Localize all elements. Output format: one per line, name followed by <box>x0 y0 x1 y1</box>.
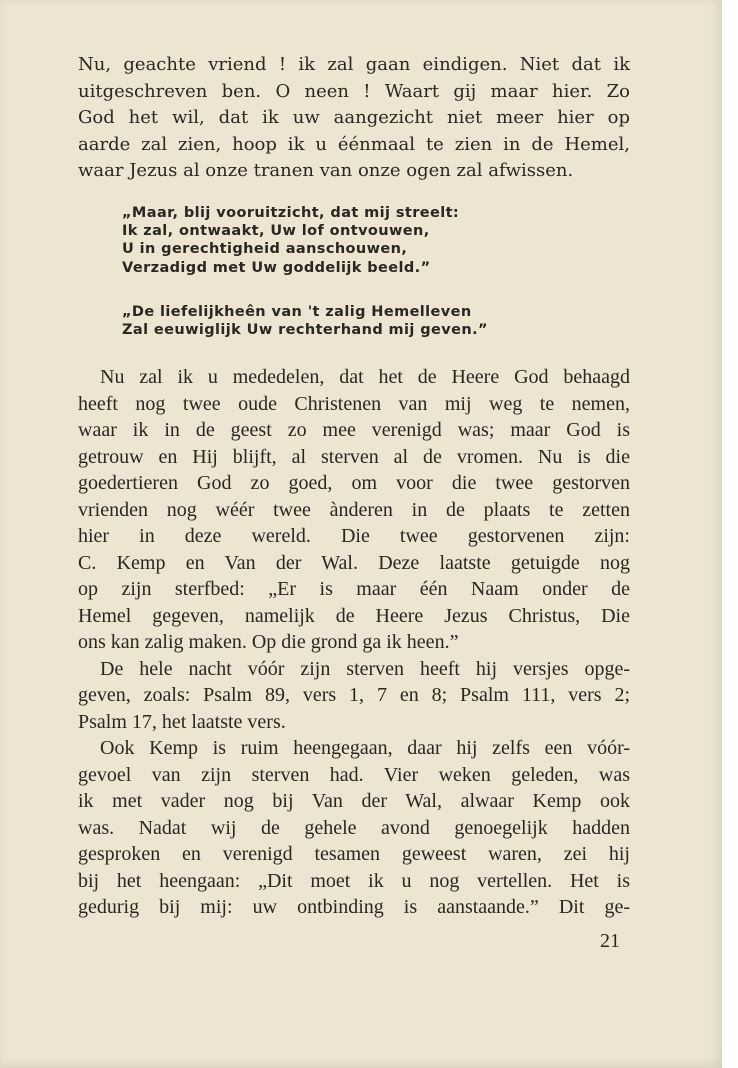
text-line: ons kan zalig maken. Op die grond ga ik heen.” <box>78 631 459 653</box>
poem-line: U in gerechtigheid aanschouwen, <box>122 241 408 258</box>
text-line: hier in deze wereld. Die twee gestorvenen zijn: <box>78 525 630 547</box>
poem-stanza-2 <box>122 303 552 339</box>
text-line: ik met vader nog bij Van der Wal, alwaar Kemp ook <box>78 790 630 812</box>
text-line: heeft nog twee oude Christenen van mij weg te nemen, <box>78 392 630 415</box>
text-line: Nu, geachte vriend ! ik zal gaan eindigen. Niet dat ik <box>78 54 630 75</box>
page-number: 21 <box>600 930 620 952</box>
text-line: geven, zoals: Psalm 89, vers 1, 7 en 8; Psalm 111, vers 2; <box>78 684 630 706</box>
text-line: gedurig bij mij: uw ontbinding is aanstaande.” Dit ge- <box>78 896 630 918</box>
text-line: vrienden nog wéér twee ànderen in de plaats te zetten <box>78 498 630 521</box>
text-line: De hele nacht vóór zijn sterven heeft hij versjes opge- <box>100 657 630 680</box>
text-line: bij het heengaan: „Dit moet ik u nog vertellen. Het is <box>78 869 630 892</box>
text-line: gesproken en verenigd tesamen geweest waren, zei hij <box>78 843 630 865</box>
text-line: C. Kemp en Van der Wal. Deze laatste getuigde nog <box>78 551 630 574</box>
poem-line: Ik zal, ontwaakt, Uw lof ontvouwen, <box>122 223 430 240</box>
scan-margin <box>722 0 738 1068</box>
text-line: was. Nadat wij de gehele avond genoegelijk hadden <box>78 816 630 839</box>
poem-line: „Maar, blij vooruitzicht, dat mij streelt: <box>122 205 460 221</box>
poem-line: Zal eeuwiglijk Uw rechterhand mij geven.” <box>122 322 488 339</box>
text-line: uitgeschreven ben. O neen ! Waart gij maar hier. Zo <box>78 80 630 102</box>
text-line: waar ik in de geest zo mee verenigd was; maar God is <box>78 419 630 441</box>
poem-line: Verzadigd met Uw goddelijk beeld.” <box>122 259 431 276</box>
text-line: Ook Kemp is ruim heengegaan, daar hij zelfs een vóór- <box>100 737 630 759</box>
text-line: waar Jezus al onze tranen van onze ogen zal afwissen. <box>78 160 574 182</box>
text-line: Nu zal ik u mededelen, dat het de Heere God behaagd <box>100 366 630 388</box>
intro-paragraph <box>78 52 630 185</box>
poem-stanza-1 <box>122 204 552 277</box>
text-line: Hemel gegeven, namelijk de Heere Jezus Christus, Die <box>78 604 630 627</box>
text-line: gevoel van zijn sterven had. Vier weken geleden, was <box>78 763 630 786</box>
poem-line: „De liefelijkheên van 't zalig Hemelleven <box>122 304 472 320</box>
text-line: aarde zal zien, hoop ik u éénmaal te zien in de Hemel, <box>78 133 630 155</box>
text-line: Psalm 17, het laatste vers. <box>78 710 286 733</box>
text-line: goedertieren God zo goed, om voor die twee gestorven <box>78 472 630 494</box>
body-paragraphs <box>78 364 630 921</box>
text-line: op zijn sterfbed: „Er is maar één Naam onder de <box>78 578 630 600</box>
text-line: God het wil, dat ik uw aangezicht niet meer hier op <box>78 107 630 129</box>
text-line: getrouw en Hij blijft, al sterven al de vromen. Nu is die <box>78 445 630 468</box>
